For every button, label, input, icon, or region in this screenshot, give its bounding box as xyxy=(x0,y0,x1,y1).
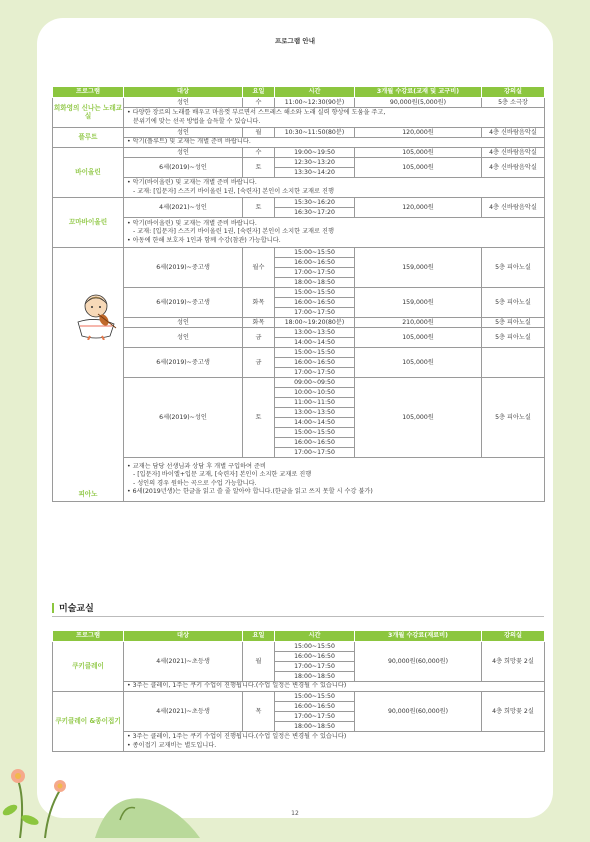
column-header: 강의실 xyxy=(482,87,545,98)
table-row xyxy=(53,288,545,298)
table-cell: 159,000원 xyxy=(355,288,482,318)
table-row xyxy=(53,108,545,128)
table-header-row xyxy=(53,631,545,642)
program-flute: 플루트 xyxy=(53,128,124,148)
table-cell: 18:00~19:20(80분) xyxy=(275,318,355,328)
table-cell: 15:00~15:50 xyxy=(275,642,355,652)
table-cell: 16:00~16:50 xyxy=(275,358,355,368)
table-cell: 18:00~18:50 xyxy=(275,672,355,682)
table-cell: 성인 xyxy=(124,328,243,348)
program-kids-violin: 꼬마바이올린 xyxy=(53,198,124,248)
table-row xyxy=(53,348,545,358)
table-cell: 성인 xyxy=(124,318,243,328)
table-row xyxy=(53,458,545,502)
table-cell: 16:00~16:50 xyxy=(275,438,355,448)
table-cell: 10:30~11:50(80분) xyxy=(275,128,355,138)
notes-piano: • 교재는 담당 선생님과 상담 후 개별 구입하여 준비 - [입문자] 바이엘+입문 교재, [숙련자] 본인이 소지한 교재로 진행 - 성인의 경우 원하는 곡으로 수업 가능합니다. • 6세(2019년생)는 한글을 읽고 쓸 줄 알아야 합니다.(한글을 읽고 쓰지 못할 시 수강 불가) xyxy=(124,458,545,502)
table-row xyxy=(53,642,545,652)
table-cell: 17:00~17:50 xyxy=(275,268,355,278)
table-row xyxy=(53,138,545,148)
table-row xyxy=(53,178,545,198)
table-cell: 6세(2019)~중고생 xyxy=(124,288,243,318)
page-number: 12 xyxy=(291,810,299,817)
table-cell xyxy=(482,348,545,378)
table-cell: 월 xyxy=(243,128,275,138)
table-cell: 17:00~17:50 xyxy=(275,448,355,458)
table-row xyxy=(53,682,545,692)
table-cell: 금 xyxy=(243,348,275,378)
table-row xyxy=(53,732,545,752)
table-cell: 18:00~18:50 xyxy=(275,278,355,288)
table-cell: 금 xyxy=(243,328,275,348)
section-title: 미술교실 xyxy=(59,604,94,614)
table-cell: 17:00~17:50 xyxy=(275,662,355,672)
notes-cookie-clay-paper: • 3주는 클레이, 1주는 쿠키 수업이 진행됩니다.(수업 일정은 변경될 수 있습니다) • 종이접기 교재비는 별도입니다. xyxy=(124,732,545,752)
table-cell: 11:00~11:50 xyxy=(275,398,355,408)
table-cell: 15:30~16:20 xyxy=(275,198,355,208)
table-cell: 11:00~12:30(90분) xyxy=(275,98,355,108)
program-piano: 피아노 xyxy=(53,248,124,502)
column-header: 3개월 수강료(재료비) xyxy=(355,631,482,642)
table-row xyxy=(53,378,545,388)
table-cell: 4층 신바람음악실 xyxy=(482,148,545,158)
column-header: 요일 xyxy=(243,631,275,642)
column-header: 요일 xyxy=(243,87,275,98)
table-cell: 10:00~10:50 xyxy=(275,388,355,398)
table-cell: 5층 소극장 xyxy=(482,98,545,108)
table-cell: 105,000원 xyxy=(355,148,482,158)
table-cell: 18:00~18:50 xyxy=(275,722,355,732)
table-cell: 4세(2021)~초등생 xyxy=(124,692,243,732)
table-cell: 4세(2021)~성인 xyxy=(124,198,243,218)
program-violin: 바이올린 xyxy=(53,148,124,198)
notes-cookie-clay: • 3주는 클레이, 1주는 쿠키 수업이 진행됩니다.(수업 일정은 변경될 수 있습니다) xyxy=(124,682,545,692)
table-cell: 6세(2019)~성인 xyxy=(124,378,243,458)
table-cell: 210,000원 xyxy=(355,318,482,328)
table-cell: 6세(2019)~중고생 xyxy=(124,348,243,378)
table-cell: 105,000원 xyxy=(355,348,482,378)
table-row xyxy=(53,692,545,702)
column-header: 3개월 수강료(교재 및 교구비) xyxy=(355,87,482,98)
table-row xyxy=(53,198,545,208)
column-header: 강의실 xyxy=(482,631,545,642)
table-cell: 15:00~15:50 xyxy=(275,248,355,258)
table-cell: 16:00~16:50 xyxy=(275,652,355,662)
column-header: 대상 xyxy=(124,631,243,642)
table-cell: 15:00~15:50 xyxy=(275,348,355,358)
table-row xyxy=(53,128,545,138)
table-cell: 성인 xyxy=(124,148,243,158)
table-cell: 120,000원 xyxy=(355,198,482,218)
table-cell: 토 xyxy=(243,378,275,458)
program-cookie-clay-paper: 쿠키클레이 &종이접기 xyxy=(53,692,124,752)
column-header: 시간 xyxy=(275,631,355,642)
table-cell: 토 xyxy=(243,198,275,218)
notes-violin: • 악기(바이올린) 및 교재는 개별 준비 바랍니다. - 교재: [입문자] 스즈키 바이올린 1권, [숙련자] 본인이 소지한 교재로 진행 xyxy=(124,178,545,198)
flower-decoration xyxy=(0,760,200,842)
table-cell: 4층 신바람음악실 xyxy=(482,158,545,178)
table-cell: 09:00~09:50 xyxy=(275,378,355,388)
table-row xyxy=(53,328,545,338)
table-cell: 17:00~17:50 xyxy=(275,308,355,318)
table-cell: 6세(2019)~성인 xyxy=(124,158,243,178)
table-cell: 105,000원 xyxy=(355,378,482,458)
table-cell: 5층 피아노실 xyxy=(482,288,545,318)
table-cell: 성인 xyxy=(124,98,243,108)
table-cell: 14:00~14:50 xyxy=(275,418,355,428)
table-cell: 5층 피아노실 xyxy=(482,318,545,328)
table-cell: 105,000원 xyxy=(355,328,482,348)
table-cell: 15:00~15:50 xyxy=(275,692,355,702)
table-row xyxy=(53,318,545,328)
column-header: 대상 xyxy=(124,87,243,98)
table-row xyxy=(53,218,545,248)
table-row xyxy=(53,148,545,158)
section-art xyxy=(52,600,544,617)
table-cell: 수 xyxy=(243,148,275,158)
table-cell: 16:00~16:50 xyxy=(275,258,355,268)
page-header: 프로그램 안내 xyxy=(275,37,315,45)
table-cell: 6세(2019)~중고생 xyxy=(124,248,243,288)
column-header: 프로그램 xyxy=(53,87,124,98)
table-cell: 15:00~15:50 xyxy=(275,428,355,438)
table-cell: 120,000원 xyxy=(355,128,482,138)
table-cell: 12:30~13:20 xyxy=(275,158,355,168)
table-cell: 90,000원(60,000원) xyxy=(355,692,482,732)
table-cell: 4층 희망꽃 2실 xyxy=(482,642,545,682)
table-cell: 13:30~14:20 xyxy=(275,168,355,178)
table-cell: 성인 xyxy=(124,128,243,138)
table-cell: 15:00~15:50 xyxy=(275,288,355,298)
table-cell: 16:00~16:50 xyxy=(275,298,355,308)
table-cell: 13:00~13:50 xyxy=(275,408,355,418)
art-schedule-table xyxy=(52,630,545,752)
table-cell: 17:00~17:50 xyxy=(275,712,355,722)
table-cell: 월 xyxy=(243,642,275,682)
table-header-row xyxy=(53,87,545,98)
program-cookie-clay: 쿠키클레이 xyxy=(53,642,124,692)
table-cell: 13:00~13:50 xyxy=(275,328,355,338)
table-cell: 4층 희망꽃 2실 xyxy=(482,692,545,732)
music-schedule-table xyxy=(52,86,545,502)
column-header: 시간 xyxy=(275,87,355,98)
notes-kids-violin: • 악기(바이올린) 및 교재는 개별 준비 바랍니다. - 교재: [입문자] 스즈키 바이올린 1권, [숙련자] 본인이 소지한 교재로 진행 • 아동에 한해 보호자 1인과 함께 수강(참관) 가능합니다. xyxy=(124,218,545,248)
table-cell: 19:00~19:50 xyxy=(275,148,355,158)
table-row xyxy=(53,248,545,258)
table-row xyxy=(53,98,545,108)
table-cell: 목 xyxy=(243,692,275,732)
table-cell: 5층 피아노실 xyxy=(482,378,545,458)
table-cell: 토 xyxy=(243,158,275,178)
table-cell: 4층 신바람음악실 xyxy=(482,128,545,138)
table-cell: 17:00~17:50 xyxy=(275,368,355,378)
table-cell: 105,000원 xyxy=(355,158,482,178)
table-cell: 16:00~16:50 xyxy=(275,702,355,712)
table-cell: 16:30~17:20 xyxy=(275,208,355,218)
table-cell: 4세(2021)~초등생 xyxy=(124,642,243,682)
column-header: 프로그램 xyxy=(53,631,124,642)
table-cell: 5층 피아노실 xyxy=(482,328,545,348)
table-row xyxy=(53,158,545,168)
notes-flute: • 악기(플루트) 및 교재는 개별 준비 바랍니다. xyxy=(124,138,545,148)
table-cell: 수 xyxy=(243,98,275,108)
table-cell: 화목 xyxy=(243,318,275,328)
table-cell: 90,000원(5,000원) xyxy=(355,98,482,108)
table-cell: 159,000원 xyxy=(355,248,482,288)
table-cell: 화목 xyxy=(243,288,275,318)
program-choir: 희화영의 신나는 노래교실 xyxy=(53,98,124,128)
table-cell: 4층 신바람음악실 xyxy=(482,198,545,218)
violin-girl-illustration xyxy=(70,290,122,344)
table-cell: 14:00~14:50 xyxy=(275,338,355,348)
notes-choir: • 다양한 장르의 노래를 배우고 마음껏 부르면서 스트레스 해소와 노래 실력 향상에 도움을 주고, 분위기에 맞는 선곡 방법을 습득할 수 있습니다. xyxy=(124,108,545,128)
table-cell: 90,000원(60,000원) xyxy=(355,642,482,682)
table-cell: 5층 피아노실 xyxy=(482,248,545,288)
table-cell: 월수 xyxy=(243,248,275,288)
